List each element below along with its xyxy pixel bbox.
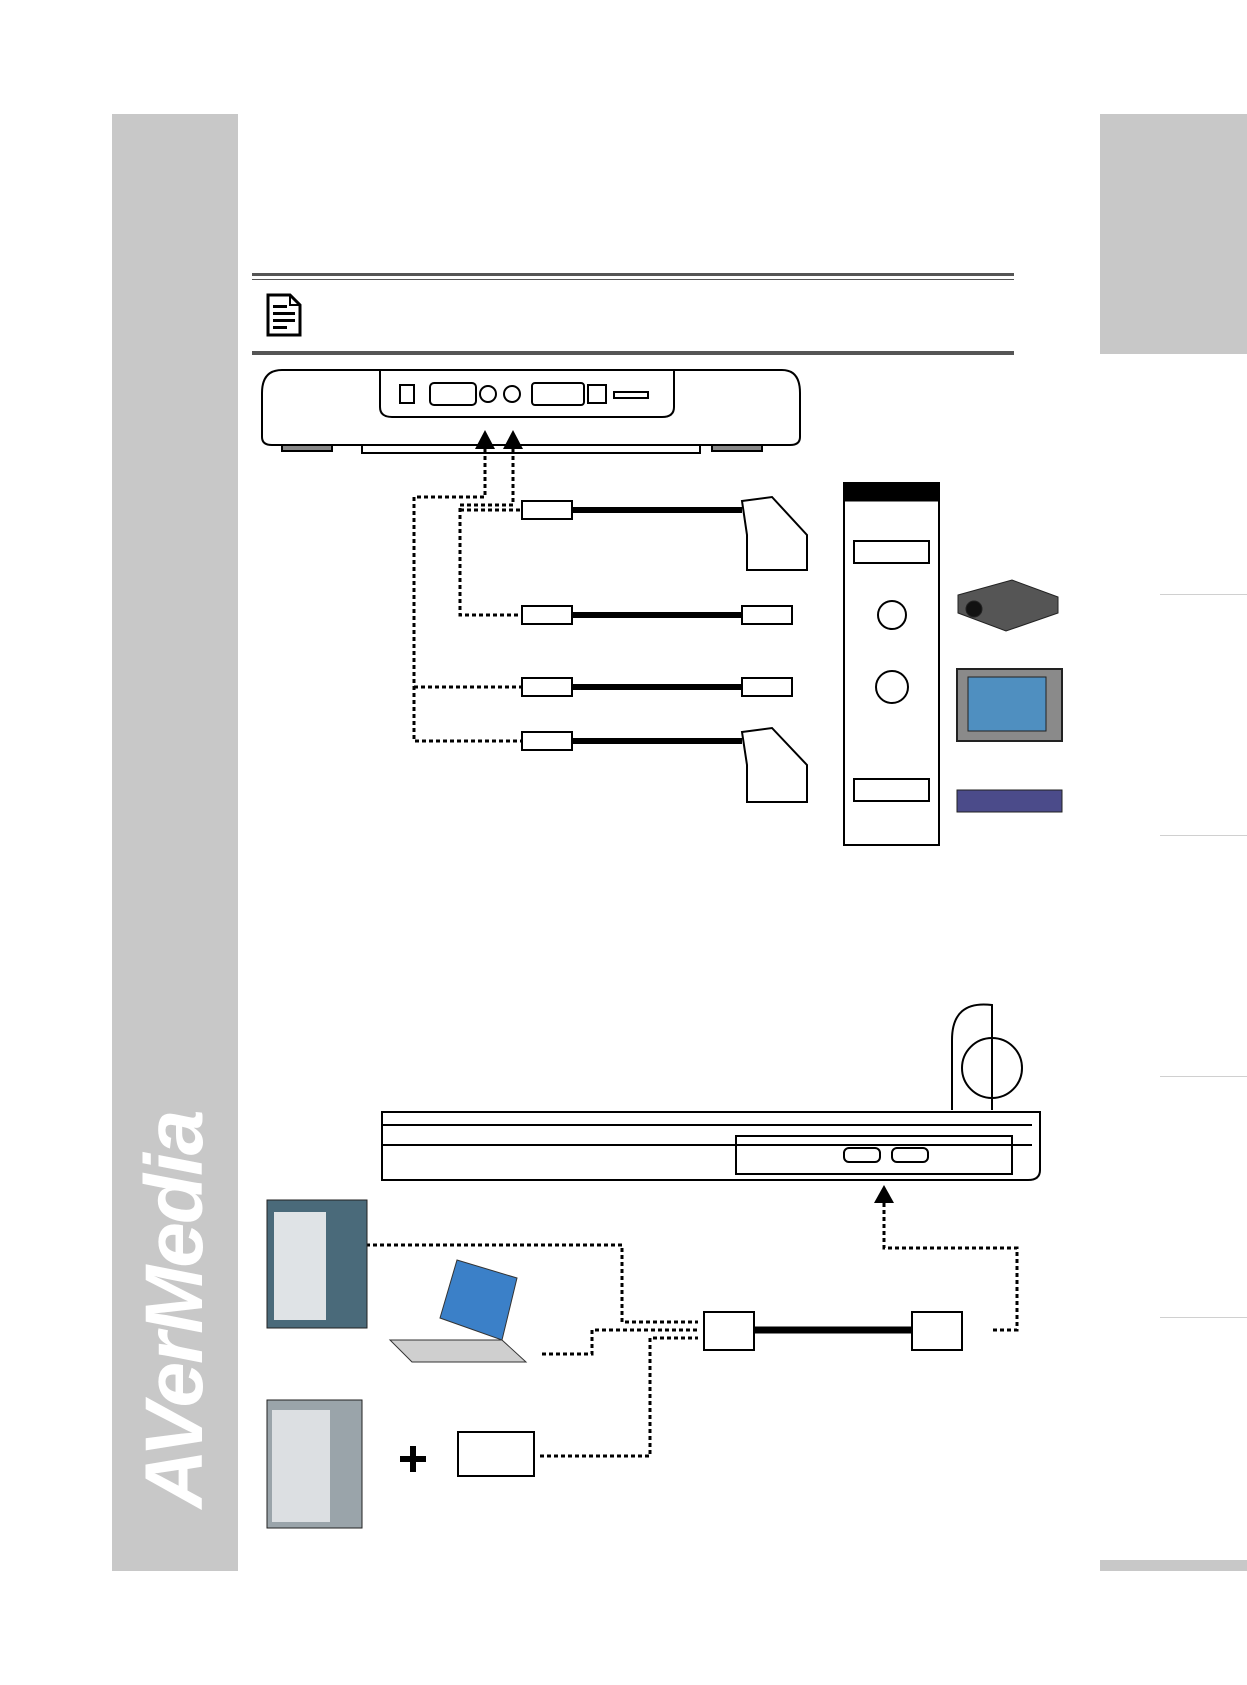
desktop-computer-icon bbox=[267, 1200, 367, 1328]
connection-arrow bbox=[874, 1185, 894, 1203]
tab-divider bbox=[1160, 1076, 1247, 1077]
dvd-recorder-icon bbox=[957, 790, 1062, 812]
tv-connection-diagram bbox=[252, 365, 1072, 855]
vga-cable bbox=[704, 1312, 962, 1350]
document-camera-rear bbox=[262, 370, 800, 453]
document-camera-side bbox=[382, 1004, 1040, 1180]
brand-logo bbox=[112, 1111, 238, 1509]
television-icon bbox=[957, 669, 1062, 741]
bottom-bar bbox=[1100, 1560, 1247, 1571]
laptop-icon bbox=[390, 1260, 526, 1362]
dotted-lines bbox=[414, 449, 522, 741]
tv-input-panel bbox=[844, 483, 939, 845]
scart-plugs bbox=[742, 497, 807, 802]
tab-divider bbox=[1160, 594, 1247, 595]
projector-icon bbox=[958, 580, 1058, 631]
mac-adapter-icon bbox=[458, 1432, 534, 1476]
note-top-rule-thin bbox=[252, 279, 1014, 280]
right-tab-active[interactable] bbox=[1100, 114, 1247, 354]
mac-computer-icon bbox=[267, 1400, 362, 1528]
computer-connection-diagram bbox=[252, 1000, 1072, 1540]
note-top-rule bbox=[252, 273, 1014, 276]
tab-divider bbox=[1160, 835, 1247, 836]
tab-divider bbox=[1160, 1317, 1247, 1318]
plus-icon bbox=[400, 1446, 426, 1472]
note-bottom-rule bbox=[252, 351, 1014, 355]
brand-logo-text: AVerMedia bbox=[129, 1111, 220, 1509]
connection-arrows bbox=[475, 430, 523, 449]
document-note-icon bbox=[266, 293, 302, 337]
